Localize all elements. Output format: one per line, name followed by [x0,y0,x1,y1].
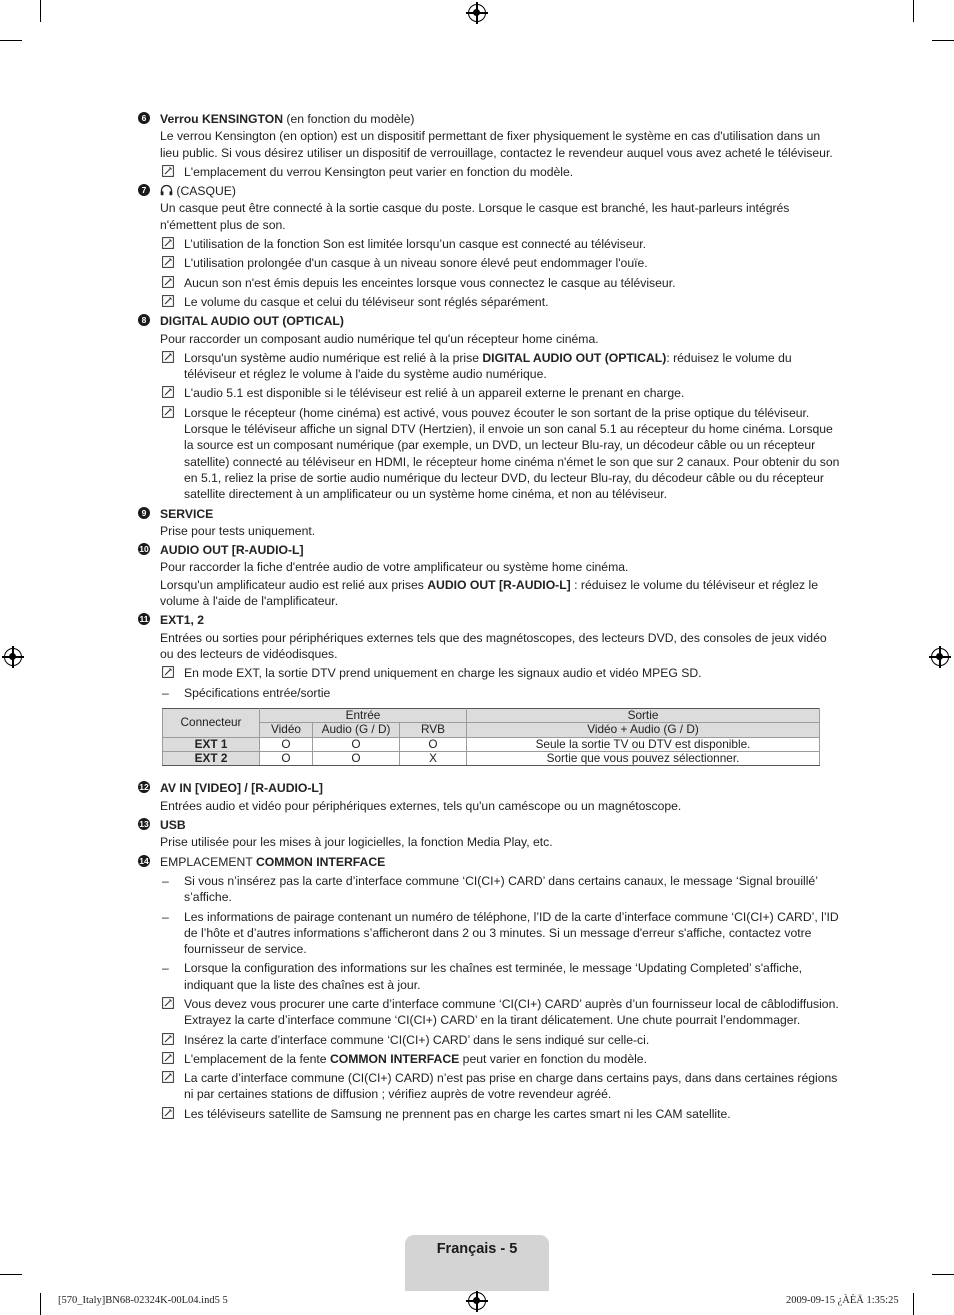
section-number-badge: 7 [138,184,150,196]
section-title: AUDIO OUT [R-AUDIO-L] [160,543,304,558]
section-digital-audio-out [138,313,842,502]
section-title: Verrou KENSINGTON (en fonction du modèle) [160,112,415,126]
table-header: Entrée [260,708,467,722]
section-number-badge: 10 [139,544,149,555]
registration-mark-icon [468,4,486,22]
page-number-tab [405,1235,549,1291]
note-icon [162,997,174,1009]
table-cell: O [260,737,313,751]
table-cell: EXT 2 [163,752,260,766]
section-paragraph: Prise pour tests uniquement. [160,523,316,538]
section-title: SERVICE [160,506,214,521]
note-item: L'audio 5.1 est disponible si le téléviseur est relié à un appareil externe le prenant en charge. [160,385,842,401]
note-item: Lorsqu'un système audio numérique est relié à la prise DIGITAL AUDIO OUT (OPTICAL): réduisez le volume du téléviseur et réglez le volume à l'aide du système audio numérique. [160,350,842,383]
note-item: Le volume du casque et celui du téléviseur sont réglés séparément. [160,294,842,310]
section-number-badge: 14 [139,855,149,866]
section-paragraph: Un casque peut être connecté à la sortie casque du poste. Lorsque le casque est branché, les haut-parleurs intégrés n'émettent plus de son. [160,201,790,232]
table-row [163,752,820,766]
dash-item: – Spécifications entrée/sortie [162,685,331,700]
note-item: Lorsque le récepteur (home cinéma) est activé, vous pouvez écouter le son sortant de la prise optique du téléviseur. Lorsque le téléviseur affiche un signal DTV (Hertzien), il envoie un son canal 5.1 au récepteur du home cinéma. Lorsque la source est un composant numérique (par exemple, un DVD, un lecteur Blu-ray, un décodeur câble ou un récepteur satellite) connecté au téléviseur en HDMI, le récepteur home cinéma n'émet le son que sur 2 canaux. Pour obtenir du son en 5.1, reliez la prise de sortie audio numérique du lecteur DVD, du lecteur Blu-ray, du décodeur câble ou du récepteur satellite directement à un amplificateur ou un système home cinéma, et non au téléviseur. [160,405,842,503]
crop-mark [40,1293,41,1315]
note-icon [162,1033,174,1045]
note-icon [162,1107,174,1119]
table-header: Audio (G / D) [313,723,400,737]
table-header: Vidéo [260,723,313,737]
section-title: (CASQUE) [160,183,842,199]
table-header: RVB [400,723,467,737]
table-cell: O [260,752,313,766]
dash-item: – Si vous n’insérez pas la carte d’interface commune ‘CI(CI+) CARD’ dans certains canaux, le message ‘Signal brouillé’ s’affiche. [162,873,818,905]
section-title: USB [160,818,186,833]
section-number-badge: 9 [138,507,150,519]
section-service [138,506,842,540]
table-cell: Sortie que vous pouvez sélectionner. [467,752,820,766]
note-icon [162,1071,174,1083]
section-number-badge: 8 [138,314,150,326]
section-paragraph: Lorsqu'un amplificateur audio est relié aux prises AUDIO OUT [R-AUDIO-L] : réduisez le volume du téléviseur et réglez le volume à l'aide de l'amplificateur. [160,577,819,609]
registration-mark-icon [931,648,949,666]
note-icon [162,666,174,678]
note-item: L'emplacement du verrou Kensington peut varier en fonction du modèle. [160,164,842,180]
note-icon [162,295,174,307]
note-item: L'emplacement de la fente COMMON INTERFACE peut varier en fonction du modèle. [160,1051,842,1067]
dash-bullet: – [162,961,169,976]
table-cell: EXT 1 [163,737,260,751]
note-item: L'utilisation prolongée d'un casque à un niveau sonore élevé peut endommager l'ouïe. [160,255,842,271]
note-icon [162,1052,174,1064]
table-header: Vidéo + Audio (G / D) [467,723,820,737]
section-ext [138,612,842,700]
section-paragraph: Le verrou Kensington (en option) est un dispositif permettant de fixer physiquement le système en cas d'utilisation dans un lieu public. Si vous désirez utiliser un dispositif de verrouillage, contactez le revendeur auquel vous avez acheté le téléviseur. [160,129,833,160]
section-usb [138,817,842,851]
table-row [163,737,820,751]
registration-mark-icon [4,648,22,666]
crop-mark [932,40,954,41]
section-title: AV IN [VIDEO] / [R-AUDIO-L] [160,781,323,796]
note-icon [162,351,174,363]
note-icon [162,237,174,249]
section-av-in [138,780,842,814]
section-title: EMPLACEMENT COMMON INTERFACE [160,854,386,869]
dash-item: – Lorsque la configuration des informations sur les chaînes est terminée, le message ‘Updating Completed’ s'affiche, indiquant que la liste des chaînes est à jour. [162,961,803,992]
dash-bullet: – [162,909,169,924]
print-slug-left: [570_Italy]BN68-02324K-00L04.ind5 5 [58,1295,228,1306]
table-cell: O [400,737,467,751]
print-slug-right: 2009-09-15 ¿ÀÈÄ 1:35:25 [786,1295,899,1306]
registration-mark-icon [468,1292,486,1310]
note-icon [162,165,174,177]
crop-mark [0,1274,22,1275]
note-icon [162,256,174,268]
section-paragraph: Entrées audio et vidéo pour périphériques externes, tels qu'un caméscope ou un magnétoscope. [160,798,682,813]
note-icon [162,386,174,398]
section-number-badge: 6 [138,112,150,124]
dash-bullet: – [162,685,169,700]
page-content [138,111,842,1122]
note-item: La carte d’interface commune (CI(CI+) CARD) n’est pas prise en charge dans certains pays, dans dans certaines régions ni par certaines stations de diffusion ; vérifiez auprès de votre revendeur agréé. [160,1070,842,1103]
section-common-interface [138,854,842,1122]
section-paragraph: Entrées ou sorties pour périphériques externes tels que des magnétoscopes, des lecteurs DVD, des consoles de jeux vidéo ou des lecteurs de vidéodisques. [160,630,827,661]
section-number-badge: 12 [139,782,149,793]
note-item: L’utilisation de la fonction Son est limitée lorsqu’un casque est connecté au téléviseur. [160,236,842,252]
headphones-icon [160,184,173,196]
section-casque [138,183,842,310]
section-number-badge: 11 [139,614,149,625]
section-audio-out [138,542,842,609]
crop-mark [913,1293,914,1315]
table-cell: O [313,737,400,751]
note-item: Vous devez vous procurer une carte d’interface commune ‘CI(CI+) CARD’ auprès d’un fournisseur local de câblodiffusion. Extrayez la carte d’interface commune ‘CI(CI+) CARD’ en la tirant délicatement. Une chute pourrait l’endommager. [160,996,842,1029]
section-paragraph: Pour raccorder la fiche d'entrée audio de votre amplificateur ou système home cinéma. [160,560,629,575]
section-paragraph: Pour raccorder un composant audio numérique tel qu'un récepteur home cinéma. [160,331,599,346]
crop-mark [932,1274,954,1275]
note-item: Aucun son n'est émis depuis les enceintes lorsque vous connectez le casque au téléviseur. [160,275,842,291]
table-header: Sortie [467,708,820,722]
table-header: Connecteur [163,708,260,737]
dash-item: – Les informations de pairage contenant un numéro de téléphone, l’ID de la carte d’interface commune ‘CI(CI+) CARD’, l’ID de l’hôte et d’autres informations s’afficheront dans 2 ou 3 minutes. Si un message d'erreur s'affiche, contactez votre fournisseur de service. [162,909,839,957]
io-spec-table [162,708,820,767]
table-cell: X [400,752,467,766]
crop-mark [40,0,41,22]
note-item: En mode EXT, la sortie DTV prend uniquement en charge les signaux audio et vidéo MPEG SD. [160,665,842,681]
note-item: Insérez la carte d’interface commune ‘CI(CI+) CARD’ dans le sens indiqué sur celle-ci. [160,1032,842,1048]
section-paragraph: Prise utilisée pour les mises à jour logicielles, la fonction Media Play, etc. [160,835,553,850]
crop-mark [0,40,22,41]
note-icon [162,406,174,418]
section-number-badge: 13 [139,819,149,830]
section-title: DIGITAL AUDIO OUT (OPTICAL) [160,314,344,329]
page-number: Français - 5 [436,1241,518,1257]
table-cell: O [313,752,400,766]
section-kensington [138,111,842,180]
crop-mark [913,0,914,22]
table-cell: Seule la sortie TV ou DTV est disponible. [467,737,820,751]
note-item: Les téléviseurs satellite de Samsung ne prennent pas en charge les cartes smart ni les CAM satellite. [160,1106,842,1122]
section-title: EXT1, 2 [160,613,205,628]
dash-bullet: – [162,873,169,888]
note-icon [162,276,174,288]
